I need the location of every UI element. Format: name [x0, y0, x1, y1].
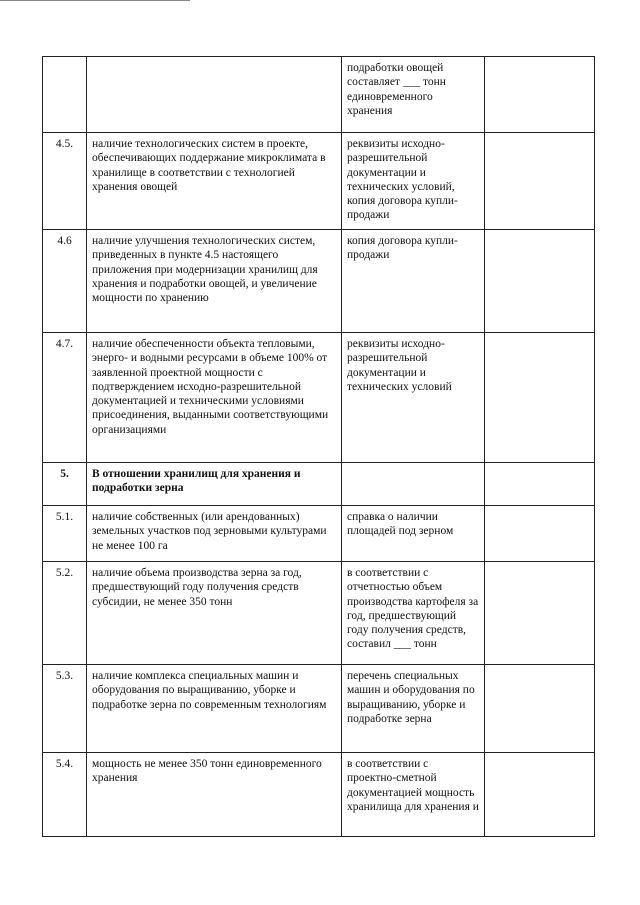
table-row [43, 506, 595, 562]
row-number: 4.5. [43, 133, 87, 230]
top-edge-line [0, 0, 190, 1]
supporting-documents: копия договора купли-продажи [342, 230, 485, 333]
supporting-documents: подработки овощей составляет ___ тонн единовременного хранения [342, 57, 485, 133]
extra-cell [485, 57, 595, 133]
extra-cell [485, 333, 595, 463]
requirement-text: наличие улучшения технологических систем, приведенных в пункте 4.5 настоящего приложения при модернизации хранилищ для хранения и подработки овощей, и увеличение мощности по хранению [87, 230, 342, 333]
table-row [43, 665, 595, 753]
supporting-documents: перечень специальных машин и оборудования по выращиванию, уборке и подработке зерна [342, 665, 485, 753]
requirement-text: наличие собственных (или арендованных) земельных участков под зерновыми культурами не менее 100 га [87, 506, 342, 562]
supporting-documents: в соответствии с отчетностью объем производства картофеля за год, предшествующий году получения средств, составил ___ тонн [342, 562, 485, 665]
table-row [43, 133, 595, 230]
row-number: 4.6 [43, 230, 87, 333]
supporting-documents: реквизиты исходно-разрешительной документации и технических условий, копия договора купли-продажи [342, 133, 485, 230]
extra-cell [485, 133, 595, 230]
section-heading: В отношении хранилищ для хранения и подработки зерна [87, 463, 342, 506]
row-number: 5.3. [43, 665, 87, 753]
table-row [43, 230, 595, 333]
requirements-table [42, 56, 595, 837]
extra-cell [485, 562, 595, 665]
row-number [43, 57, 87, 133]
extra-cell [485, 753, 595, 837]
extra-cell [485, 665, 595, 753]
extra-cell [485, 463, 595, 506]
row-number: 4.7. [43, 333, 87, 463]
requirement-text: мощность не менее 350 тонн единовременного хранения [87, 753, 342, 837]
extra-cell [485, 506, 595, 562]
table-row [43, 753, 595, 837]
table-row [43, 463, 595, 506]
extra-cell [485, 230, 595, 333]
supporting-documents: справка о наличии площадей под зерном [342, 506, 485, 562]
table-row [43, 57, 595, 133]
requirement-text: наличие технологических систем в проекте, обеспечивающих поддержание микроклимата в хранилище в соответствии с технологией хранения овощей [87, 133, 342, 230]
table-row [43, 562, 595, 665]
requirement-text: наличие обеспеченности объекта тепловыми, энерго- и водными ресурсами в объеме 100% от заявленной проектной мощности с подтверждением исходно-разрешительной документацией и техническими условиями присоединения, выданными соответствующими организациями [87, 333, 342, 463]
supporting-documents [342, 463, 485, 506]
requirement-text: наличие объема производства зерна за год, предшествующий году получения средств субсидии, не менее 350 тонн [87, 562, 342, 665]
row-number: 5.2. [43, 562, 87, 665]
requirement-text: наличие комплекса специальных машин и оборудования по выращиванию, уборке и подработке зерна по современным технологиям [87, 665, 342, 753]
row-number: 5.4. [43, 753, 87, 837]
supporting-documents: реквизиты исходно-разрешительной документации и технических условий [342, 333, 485, 463]
row-number: 5.1. [43, 506, 87, 562]
requirement-text [87, 57, 342, 133]
table-row [43, 333, 595, 463]
section-number: 5. [43, 463, 87, 506]
supporting-documents: в соответствии с проектно-сметной документацией мощность хранилища для хранения и [342, 753, 485, 837]
